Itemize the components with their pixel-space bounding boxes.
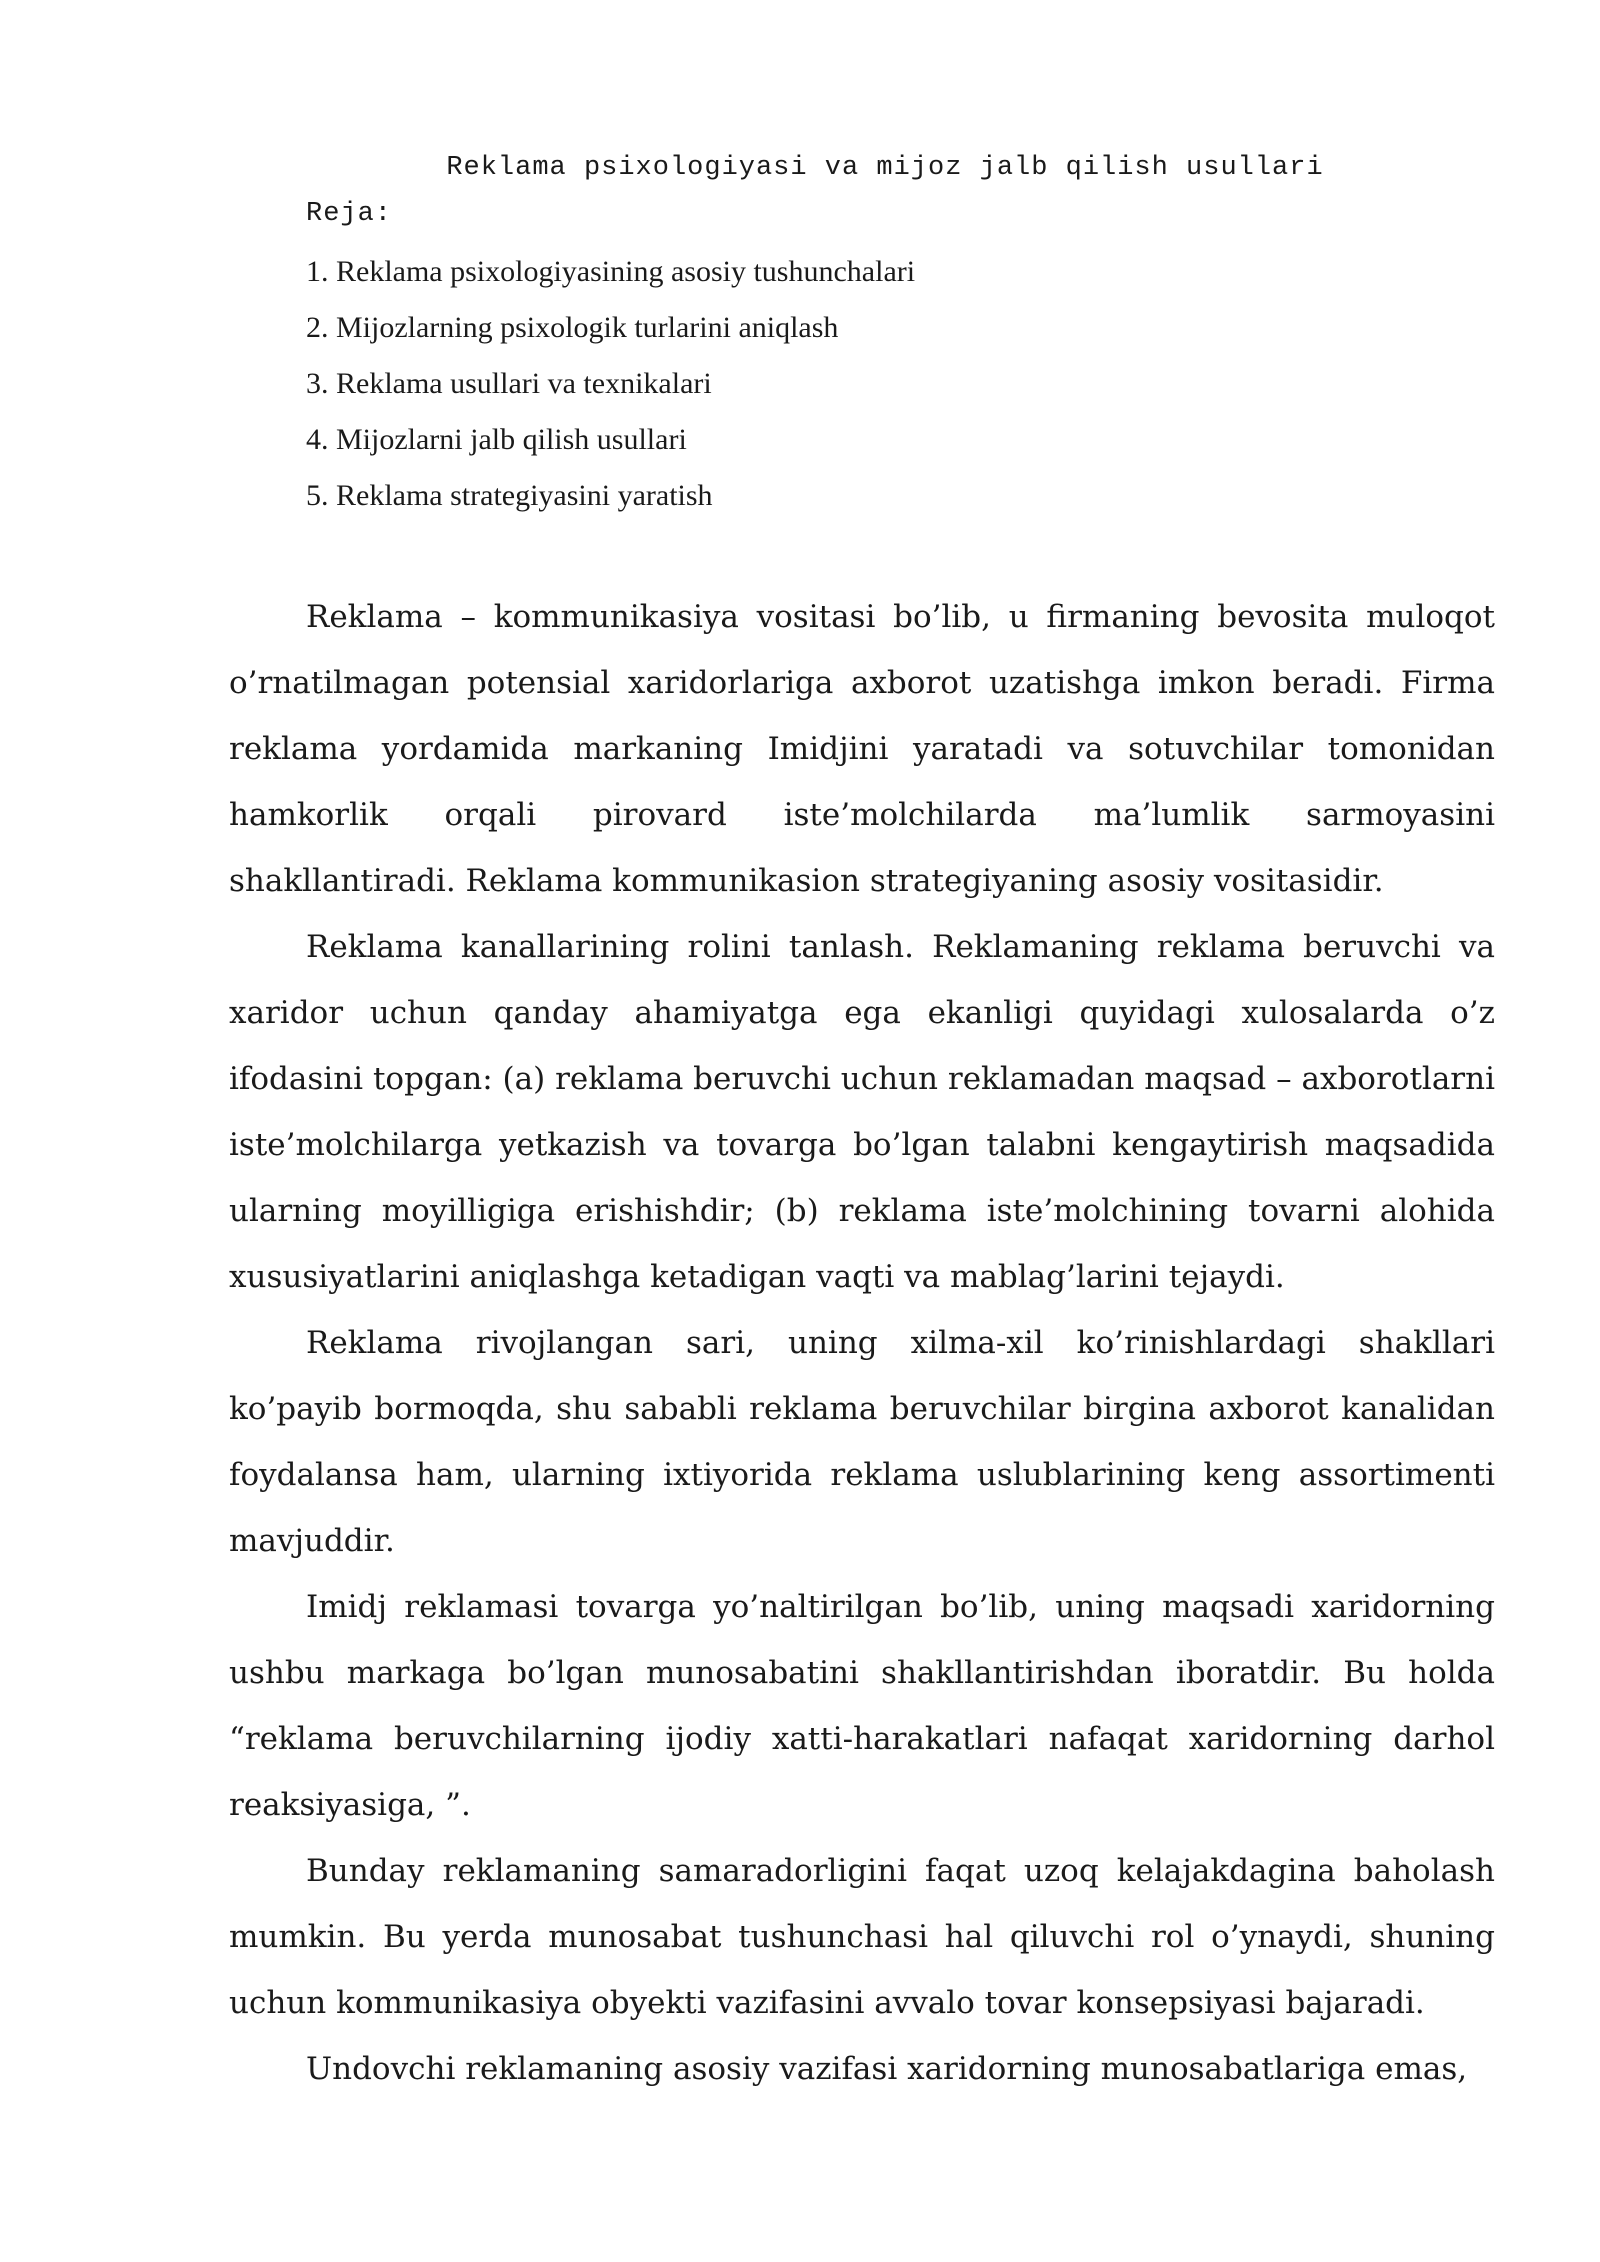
plan-item: 5. Reklama strategiyasini yaratish [306, 479, 713, 512]
body-paragraph: Bunday reklamaning samaradorligini faqat uzoq kelajakdagina baholash mumkin. Bu yerda munosabat tushunchasi hal qiluvchi rol o’ynaydi, shuning uchun kommunikasiya obyekti vazifasini avvalo tovar konsepsiyasi bajaradi. [229, 1853, 1495, 2021]
plan-list [306, 244, 915, 524]
body-paragraph: Imidj reklamasi tovarga yo’naltirilgan bo’lib, uning maqsadi xaridorning ushbu markaga bo’lgan munosabatini shakllantirishdan iboratdir. Bu holda “reklama beruvchilarning ijodiy xatti-harakatlari nafaqat xaridorning darhol reaksiyasiga, ”. [229, 1589, 1495, 1823]
body-paragraph: Reklama kanallarining rolini tanlash. Reklamaning reklama beruvchi va xaridor uchun qanday ahamiyatga ega ekanligi quyidagi xulosalarda o’z ifodasini topgan: (a) reklama beruvchi uchun reklamadan maqsad – axborotlarni iste’molchilarga yetkazish va tovarga bo’lgan talabni kengaytirish maqsadida ularning moyilligiga erishishdir; (b) reklama iste’molchining tovarni alohida xususiyatlarini aniqlashga ketadigan vaqti va mablag’larini tejaydi. [229, 929, 1495, 1295]
plan-item: 1. Reklama psixologiyasining asosiy tushunchalari [306, 255, 916, 288]
plan-item: 4. Mijozlarni jalb qilish usullari [306, 423, 687, 456]
body-paragraph: Reklama rivojlangan sari, uning xilma-xil ko’rinishlardagi shakllari ko’payib bormoqda, shu sababli reklama beruvchilar birgina axborot kanalidan foydalansa ham, ularning ixtiyorida reklama uslublarining keng assortimenti mavjuddir. [229, 1325, 1495, 1559]
document-title: Reklama psixologiyasi va mijoz jalb qilish usullari [446, 153, 1324, 183]
body-paragraph: Reklama – kommunikasiya vositasi bo’lib, u firmaning bevosita muloqot o’rnatilmagan potensial xaridorlariga axborot uzatishga imkon beradi. Firma reklama yordamida markaning Imidjini yaratadi va sotuvchilar tomonidan hamkorlik orqali pirovard iste’molchilarda ma’lumlik sarmoyasini shakllantiradi. Reklama kommunikasion strategiyaning asosiy vositasidir. [229, 599, 1495, 899]
plan-item: 2. Mijozlarning psixologik turlarini aniqlash [306, 311, 839, 344]
document-body [229, 584, 1495, 2102]
plan-item: 3. Reklama usullari va texnikalari [306, 367, 712, 400]
body-paragraph: Undovchi reklamaning asosiy vazifasi xaridorning munosabatlariga emas, [306, 2051, 1468, 2087]
plan-label: Reja: [306, 199, 393, 229]
